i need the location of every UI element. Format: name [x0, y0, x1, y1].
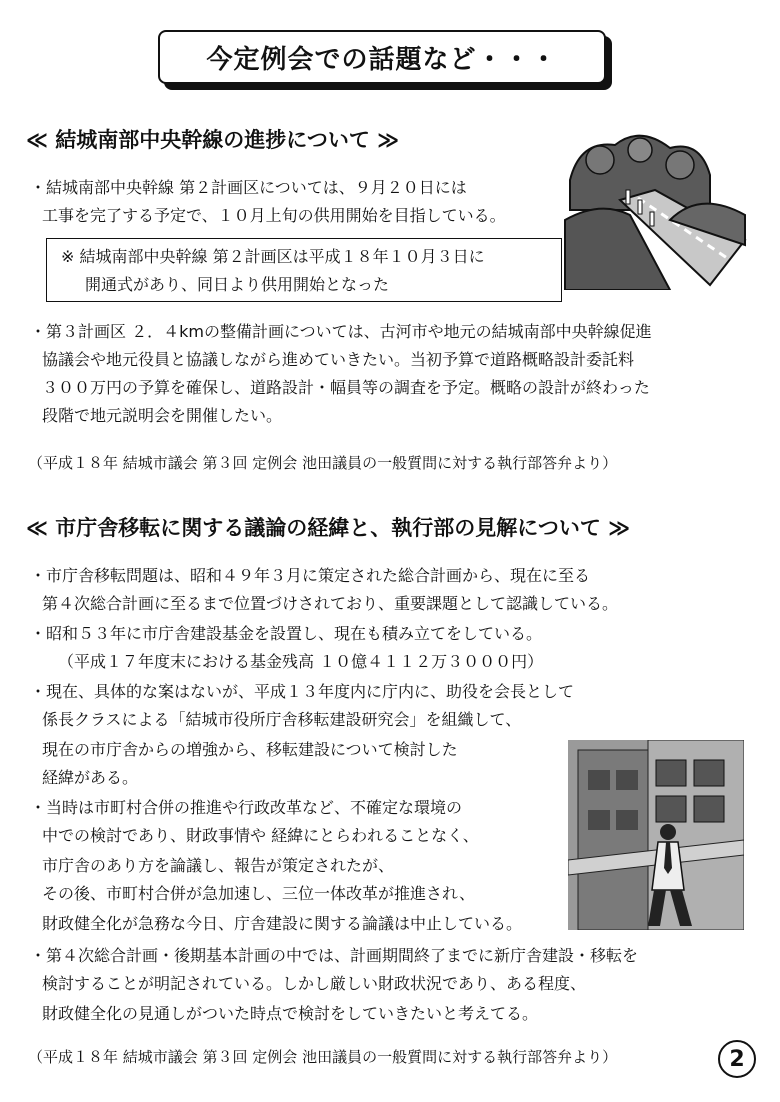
section2-line: 市庁舎のあり方を論議し、報告が策定されたが、 — [42, 856, 395, 875]
section1-line: 段階で地元説明会を開催したい。 — [42, 406, 283, 425]
road-illustration — [560, 120, 750, 290]
section2-line: ・第４次総合計画・後期基本計画の中では、計画期間終了までに新庁舎建設・移転を — [30, 946, 639, 965]
section2-heading: ≪ 市庁舎移転に関する議論の経緯と、執行部の見解について ≫ — [26, 516, 631, 540]
page-title-box — [158, 30, 606, 84]
note-line: 開通式があり、同日より供用開始となった — [85, 275, 390, 294]
section2-line: 中での検討であり、財政事情や 経緯にとらわれることなく、 — [42, 826, 479, 845]
section2-source: （平成１８年 結城市議会 第３回 定例会 池田議員の一般質問に対する執行部答弁より） — [28, 1048, 618, 1066]
section2-line: ・市庁舎移転問題は、昭和４９年３月に策定された総合計画から、現在に至る — [30, 566, 591, 585]
section2-line: 検討することが明記されている。しかし厳しい財政状況であり、ある程度、 — [42, 974, 587, 993]
section1-source: （平成１８年 結城市議会 第３回 定例会 池田議員の一般質問に対する執行部答弁より） — [28, 454, 618, 472]
section2-line: 財政健全化の見通しがついた時点で検討をしていきたいと考えてる。 — [42, 1004, 539, 1023]
section1-line: ・結城南部中央幹線 第２計画区については、９月２０日には — [30, 178, 467, 197]
note-box — [46, 238, 562, 302]
section2-line: 経緯がある。 — [42, 768, 139, 787]
section2-line: ・昭和５３年に市庁舎建設基金を設置し、現在も積み立てをしている。 — [30, 624, 543, 643]
section1-line: ・第３計画区 ２．４kmの整備計画については、古河市や地元の結城南部中央幹線促進 — [30, 322, 652, 341]
section1-line: 協議会や地元役員と協議しながら進めていきたい。当初予算で道路概略設計委託料 — [42, 350, 635, 369]
section2-line: その後、市町村合併が急加速し、三位一体改革が推進され、 — [42, 884, 475, 903]
section1-line: 工事を完了する予定で、１０月上旬の供用開始を目指している。 — [42, 206, 506, 225]
section2-line: 第４次総合計画に至るまで位置づけされており、重要課題として認識している。 — [42, 594, 619, 613]
section2-line: 係長クラスによる「結城市役所庁舎移転建設研究会」を組織して、 — [42, 710, 522, 729]
note-line: ※ 結城南部中央幹線 第２計画区は平成１８年１０月３日に — [61, 247, 485, 266]
section1-heading: ≪ 結城南部中央幹線の進捗について ≫ — [26, 128, 400, 152]
page-title: 今定例会での話題など・・・ — [206, 44, 558, 75]
section2-line: 現在の市庁舎からの増強から、移転建設について検討した — [42, 740, 458, 759]
section2-line: ・当時は市町村合併の推進や行政改革など、不確定な環境の — [30, 798, 463, 817]
section2-line: 財政健全化が急務な今日、庁舎建設に関する論議は中止している。 — [42, 914, 523, 933]
page-number — [718, 1040, 756, 1078]
section1-line: ３００万円の予算を確保し、道路設計・幅員等の調査を予定。概略の設計が終わった — [42, 378, 650, 397]
section2-line: ・現在、具体的な案はないが、平成１３年度内に庁内に、助役を会長として — [30, 682, 575, 701]
office-building-illustration — [568, 740, 744, 930]
section2-line: （平成１７年度末における基金残高 １０億４１１２万３０００円） — [58, 652, 544, 671]
page-number-value: 2 — [729, 1046, 745, 1072]
